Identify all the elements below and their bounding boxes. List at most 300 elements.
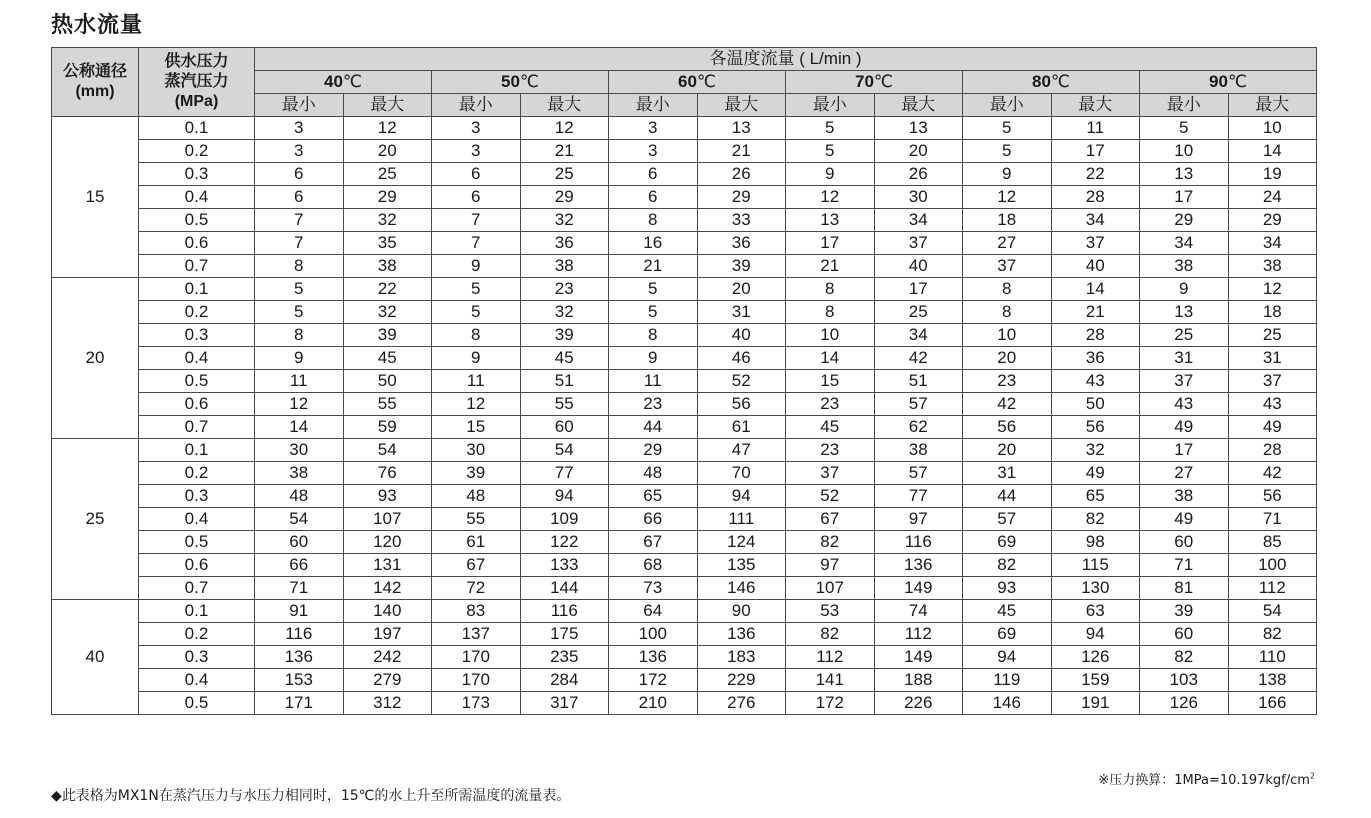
- min-flow-cell: 6: [609, 186, 698, 209]
- min-flow-cell: 8: [963, 301, 1052, 324]
- min-flow-cell: 82: [786, 623, 875, 646]
- min-flow-cell: 3: [432, 140, 521, 163]
- min-flow-cell: 39: [1140, 600, 1229, 623]
- max-flow-cell: 38: [874, 439, 963, 462]
- max-flow-cell: 34: [874, 209, 963, 232]
- max-flow-cell: 70: [697, 462, 786, 485]
- min-flow-cell: 68: [609, 554, 698, 577]
- min-flow-cell: 9: [432, 347, 521, 370]
- min-header: 最小: [786, 94, 875, 117]
- table-row: [52, 163, 1317, 186]
- max-flow-cell: 242: [343, 646, 432, 669]
- max-flow-cell: 94: [520, 485, 609, 508]
- max-flow-cell: 312: [343, 692, 432, 715]
- min-flow-cell: 141: [786, 669, 875, 692]
- min-flow-cell: 21: [786, 255, 875, 278]
- min-flow-cell: 67: [609, 531, 698, 554]
- steam-pressure-label: 蒸汽压力: [164, 73, 229, 90]
- temperature-value: 80: [1031, 72, 1051, 91]
- temperature-unit: ℃: [696, 72, 716, 91]
- max-flow-cell: 21: [697, 140, 786, 163]
- min-flow-cell: 6: [609, 163, 698, 186]
- min-flow-cell: 38: [1140, 255, 1229, 278]
- max-flow-cell: 40: [697, 324, 786, 347]
- max-flow-cell: 59: [343, 416, 432, 439]
- pressure-cell: 0.3: [139, 324, 255, 347]
- min-flow-cell: 34: [1140, 232, 1229, 255]
- table-row: [52, 508, 1317, 531]
- max-flow-cell: 45: [520, 347, 609, 370]
- table-row: [52, 278, 1317, 301]
- min-flow-cell: 136: [609, 646, 698, 669]
- max-flow-cell: 93: [343, 485, 432, 508]
- table-row: [52, 416, 1317, 439]
- min-flow-cell: 5: [786, 140, 875, 163]
- max-flow-cell: 183: [697, 646, 786, 669]
- max-flow-cell: 284: [520, 669, 609, 692]
- min-flow-cell: 23: [786, 393, 875, 416]
- min-flow-cell: 5: [963, 140, 1052, 163]
- min-flow-cell: 11: [432, 370, 521, 393]
- max-flow-cell: 21: [1051, 301, 1140, 324]
- max-flow-cell: 51: [520, 370, 609, 393]
- max-flow-cell: 32: [343, 301, 432, 324]
- pressure-cell: 0.5: [139, 692, 255, 715]
- water-pressure-label: 供水压力: [164, 53, 229, 70]
- table-description-note: ◆此表格为MX1N在蒸汽压力与水压力相同时，15℃的水上升至所需温度的流量表。: [51, 788, 571, 804]
- max-flow-cell: 144: [520, 577, 609, 600]
- min-flow-cell: 56: [963, 416, 1052, 439]
- max-flow-cell: 100: [1228, 554, 1317, 577]
- max-flow-cell: 130: [1051, 577, 1140, 600]
- temperature-value: 50: [500, 72, 520, 91]
- max-flow-cell: 54: [520, 439, 609, 462]
- max-flow-cell: 12: [520, 117, 609, 140]
- table-row: [52, 439, 1317, 462]
- max-flow-cell: 90: [697, 600, 786, 623]
- max-flow-cell: 131: [343, 554, 432, 577]
- min-flow-cell: 31: [963, 462, 1052, 485]
- max-flow-cell: 36: [1051, 347, 1140, 370]
- max-flow-cell: 40: [1051, 255, 1140, 278]
- min-flow-cell: 12: [786, 186, 875, 209]
- min-flow-cell: 37: [963, 255, 1052, 278]
- min-flow-cell: 15: [432, 416, 521, 439]
- nominal-diameter-header: [52, 48, 139, 117]
- pressure-cell: 0.6: [139, 554, 255, 577]
- min-flow-cell: 8: [432, 324, 521, 347]
- min-flow-cell: 82: [1140, 646, 1229, 669]
- max-flow-cell: 10: [1228, 117, 1317, 140]
- min-flow-cell: 29: [609, 439, 698, 462]
- pressure-cell: 0.2: [139, 462, 255, 485]
- min-flow-cell: 66: [255, 554, 344, 577]
- max-flow-cell: 120: [343, 531, 432, 554]
- max-flow-cell: 110: [1228, 646, 1317, 669]
- min-flow-cell: 67: [786, 508, 875, 531]
- min-flow-cell: 44: [609, 416, 698, 439]
- min-flow-cell: 91: [255, 600, 344, 623]
- max-flow-cell: 25: [1228, 324, 1317, 347]
- pressure-cell: 0.7: [139, 255, 255, 278]
- max-flow-cell: 37: [1228, 370, 1317, 393]
- pressure-cell: 0.1: [139, 117, 255, 140]
- min-flow-cell: 136: [255, 646, 344, 669]
- max-flow-cell: 39: [520, 324, 609, 347]
- min-flow-cell: 44: [963, 485, 1052, 508]
- min-flow-cell: 45: [963, 600, 1052, 623]
- table-row: [52, 485, 1317, 508]
- max-flow-cell: 57: [874, 393, 963, 416]
- min-flow-cell: 5: [609, 301, 698, 324]
- min-flow-cell: 30: [432, 439, 521, 462]
- pressure-conversion-text: ※压力换算：1MPa=10.197kgf/cm: [1098, 773, 1310, 788]
- max-flow-cell: 82: [1228, 623, 1317, 646]
- min-flow-cell: 53: [786, 600, 875, 623]
- min-flow-cell: 64: [609, 600, 698, 623]
- max-flow-cell: 112: [1228, 577, 1317, 600]
- max-flow-cell: 42: [874, 347, 963, 370]
- min-flow-cell: 69: [963, 531, 1052, 554]
- min-flow-cell: 6: [255, 163, 344, 186]
- min-flow-cell: 82: [963, 554, 1052, 577]
- max-flow-cell: 85: [1228, 531, 1317, 554]
- max-flow-cell: 98: [1051, 531, 1140, 554]
- min-flow-cell: 7: [432, 209, 521, 232]
- max-flow-cell: 34: [874, 324, 963, 347]
- max-flow-cell: 107: [343, 508, 432, 531]
- max-flow-cell: 38: [520, 255, 609, 278]
- max-flow-cell: 77: [520, 462, 609, 485]
- max-flow-cell: 276: [697, 692, 786, 715]
- table-row: [52, 232, 1317, 255]
- min-flow-cell: 5: [963, 117, 1052, 140]
- max-flow-cell: 191: [1051, 692, 1140, 715]
- temperature-unit: ℃: [1050, 72, 1070, 91]
- temperature-header: [786, 71, 963, 94]
- min-flow-cell: 16: [609, 232, 698, 255]
- min-flow-cell: 94: [963, 646, 1052, 669]
- min-flow-cell: 71: [1140, 554, 1229, 577]
- min-flow-cell: 42: [963, 393, 1052, 416]
- min-flow-cell: 3: [255, 117, 344, 140]
- table-row: [52, 140, 1317, 163]
- max-flow-cell: 42: [1228, 462, 1317, 485]
- max-flow-cell: 226: [874, 692, 963, 715]
- temperature-value: 40: [323, 72, 343, 91]
- max-flow-cell: 136: [697, 623, 786, 646]
- min-flow-cell: 43: [1140, 393, 1229, 416]
- min-flow-cell: 116: [255, 623, 344, 646]
- min-flow-cell: 9: [963, 163, 1052, 186]
- min-flow-cell: 112: [786, 646, 875, 669]
- min-flow-cell: 57: [963, 508, 1052, 531]
- max-flow-cell: 11: [1051, 117, 1140, 140]
- min-flow-cell: 137: [432, 623, 521, 646]
- max-flow-cell: 47: [697, 439, 786, 462]
- max-flow-cell: 65: [1051, 485, 1140, 508]
- max-flow-cell: 21: [520, 140, 609, 163]
- min-flow-cell: 172: [786, 692, 875, 715]
- max-flow-cell: 25: [520, 163, 609, 186]
- pressure-header: [139, 48, 255, 117]
- max-flow-cell: 17: [874, 278, 963, 301]
- min-flow-cell: 60: [1140, 531, 1229, 554]
- max-flow-cell: 146: [697, 577, 786, 600]
- max-flow-cell: 13: [874, 117, 963, 140]
- min-flow-cell: 69: [963, 623, 1052, 646]
- max-flow-cell: 43: [1051, 370, 1140, 393]
- min-flow-cell: 73: [609, 577, 698, 600]
- min-flow-cell: 6: [432, 186, 521, 209]
- max-flow-cell: 122: [520, 531, 609, 554]
- pressure-conversion-superscript: 2: [1309, 771, 1315, 781]
- min-flow-cell: 15: [786, 370, 875, 393]
- min-flow-cell: 7: [255, 209, 344, 232]
- max-flow-cell: 43: [1228, 393, 1317, 416]
- min-flow-cell: 210: [609, 692, 698, 715]
- table-row: [52, 531, 1317, 554]
- max-flow-cell: 32: [520, 209, 609, 232]
- max-flow-cell: 14: [1228, 140, 1317, 163]
- min-flow-cell: 12: [963, 186, 1052, 209]
- max-flow-cell: 49: [1051, 462, 1140, 485]
- min-flow-cell: 7: [432, 232, 521, 255]
- pressure-conversion-note: [1098, 769, 1315, 788]
- min-flow-cell: 13: [1140, 163, 1229, 186]
- min-flow-cell: 23: [609, 393, 698, 416]
- min-flow-cell: 49: [1140, 508, 1229, 531]
- min-flow-cell: 23: [963, 370, 1052, 393]
- min-flow-cell: 38: [255, 462, 344, 485]
- max-flow-cell: 56: [697, 393, 786, 416]
- min-flow-cell: 5: [255, 278, 344, 301]
- max-flow-cell: 13: [697, 117, 786, 140]
- nominal-diameter-unit: (mm): [75, 83, 115, 100]
- max-flow-cell: 57: [874, 462, 963, 485]
- max-flow-cell: 34: [1051, 209, 1140, 232]
- max-flow-cell: 39: [697, 255, 786, 278]
- max-flow-cell: 22: [343, 278, 432, 301]
- min-header: 最小: [255, 94, 344, 117]
- table-row: [52, 600, 1317, 623]
- pressure-cell: 0.7: [139, 416, 255, 439]
- nominal-size-cell: 20: [52, 278, 139, 439]
- max-flow-cell: 50: [1051, 393, 1140, 416]
- max-flow-cell: 82: [1051, 508, 1140, 531]
- max-flow-cell: 29: [520, 186, 609, 209]
- max-flow-cell: 52: [697, 370, 786, 393]
- min-flow-cell: 29: [1140, 209, 1229, 232]
- min-flow-cell: 65: [609, 485, 698, 508]
- table-row: [52, 209, 1317, 232]
- min-flow-cell: 60: [1140, 623, 1229, 646]
- max-flow-cell: 38: [343, 255, 432, 278]
- min-flow-cell: 119: [963, 669, 1052, 692]
- min-flow-cell: 71: [255, 577, 344, 600]
- table-row: [52, 393, 1317, 416]
- temperature-header: [1140, 71, 1317, 94]
- min-flow-cell: 17: [1140, 439, 1229, 462]
- min-flow-cell: 18: [963, 209, 1052, 232]
- table-row: [52, 554, 1317, 577]
- max-flow-cell: 109: [520, 508, 609, 531]
- min-flow-cell: 17: [1140, 186, 1229, 209]
- table-row: [52, 370, 1317, 393]
- min-flow-cell: 9: [255, 347, 344, 370]
- min-flow-cell: 13: [786, 209, 875, 232]
- min-flow-cell: 27: [963, 232, 1052, 255]
- max-flow-cell: 12: [1228, 278, 1317, 301]
- max-flow-cell: 76: [343, 462, 432, 485]
- max-flow-cell: 142: [343, 577, 432, 600]
- max-header: 最大: [874, 94, 963, 117]
- min-flow-cell: 52: [786, 485, 875, 508]
- max-flow-cell: 55: [343, 393, 432, 416]
- min-flow-cell: 3: [609, 140, 698, 163]
- min-flow-cell: 12: [255, 393, 344, 416]
- min-flow-cell: 6: [255, 186, 344, 209]
- max-flow-cell: 197: [343, 623, 432, 646]
- min-flow-cell: 9: [1140, 278, 1229, 301]
- min-flow-cell: 14: [786, 347, 875, 370]
- temperature-header: [963, 71, 1140, 94]
- max-flow-cell: 112: [874, 623, 963, 646]
- max-flow-cell: 46: [697, 347, 786, 370]
- max-flow-cell: 36: [697, 232, 786, 255]
- min-flow-cell: 37: [786, 462, 875, 485]
- min-flow-cell: 14: [255, 416, 344, 439]
- min-flow-cell: 170: [432, 646, 521, 669]
- max-flow-cell: 94: [1051, 623, 1140, 646]
- max-flow-cell: 188: [874, 669, 963, 692]
- min-flow-cell: 5: [432, 278, 521, 301]
- pressure-cell: 0.1: [139, 439, 255, 462]
- nominal-size-cell: 40: [52, 600, 139, 715]
- max-flow-cell: 28: [1051, 324, 1140, 347]
- pressure-unit: (MPa): [174, 93, 219, 110]
- min-flow-cell: 20: [963, 439, 1052, 462]
- max-flow-cell: 62: [874, 416, 963, 439]
- max-flow-cell: 317: [520, 692, 609, 715]
- max-flow-cell: 74: [874, 600, 963, 623]
- min-flow-cell: 3: [255, 140, 344, 163]
- max-flow-cell: 54: [343, 439, 432, 462]
- min-flow-cell: 3: [432, 117, 521, 140]
- max-flow-cell: 17: [1051, 140, 1140, 163]
- min-flow-cell: 5: [786, 117, 875, 140]
- max-flow-cell: 45: [343, 347, 432, 370]
- min-header: 最小: [432, 94, 521, 117]
- hot-water-flow-table: [51, 47, 1317, 715]
- pressure-cell: 0.6: [139, 232, 255, 255]
- min-flow-cell: 72: [432, 577, 521, 600]
- max-flow-cell: 18: [1228, 301, 1317, 324]
- table-row: [52, 646, 1317, 669]
- max-flow-cell: 30: [874, 186, 963, 209]
- pressure-cell: 0.5: [139, 531, 255, 554]
- pressure-cell: 0.5: [139, 209, 255, 232]
- table-row: [52, 692, 1317, 715]
- min-flow-cell: 9: [786, 163, 875, 186]
- max-header: 最大: [1051, 94, 1140, 117]
- max-flow-cell: 115: [1051, 554, 1140, 577]
- max-flow-cell: 31: [697, 301, 786, 324]
- max-flow-cell: 29: [343, 186, 432, 209]
- nominal-diameter-label: 公称通径: [62, 63, 127, 80]
- min-flow-cell: 146: [963, 692, 1052, 715]
- max-header: 最大: [697, 94, 786, 117]
- max-flow-cell: 60: [520, 416, 609, 439]
- table-row: [52, 669, 1317, 692]
- max-flow-cell: 77: [874, 485, 963, 508]
- nominal-size-cell: 25: [52, 439, 139, 600]
- pressure-cell: 0.7: [139, 577, 255, 600]
- max-header: 最大: [1228, 94, 1317, 117]
- temperature-unit: ℃: [1227, 72, 1248, 91]
- max-flow-cell: 63: [1051, 600, 1140, 623]
- min-flow-cell: 171: [255, 692, 344, 715]
- table-row: [52, 347, 1317, 370]
- min-flow-cell: 5: [255, 301, 344, 324]
- min-flow-cell: 60: [255, 531, 344, 554]
- pressure-cell: 0.2: [139, 623, 255, 646]
- max-flow-cell: 133: [520, 554, 609, 577]
- max-flow-cell: 31: [1228, 347, 1317, 370]
- max-flow-cell: 61: [697, 416, 786, 439]
- max-flow-cell: 149: [874, 577, 963, 600]
- min-flow-cell: 8: [255, 324, 344, 347]
- max-flow-cell: 175: [520, 623, 609, 646]
- min-flow-cell: 103: [1140, 669, 1229, 692]
- pressure-cell: 0.3: [139, 485, 255, 508]
- max-flow-cell: 34: [1228, 232, 1317, 255]
- table-row: [52, 255, 1317, 278]
- temperature-value: 70: [854, 72, 874, 91]
- temperature-unit: ℃: [342, 72, 362, 91]
- table-row: [52, 577, 1317, 600]
- min-flow-cell: 5: [609, 278, 698, 301]
- max-flow-cell: 37: [874, 232, 963, 255]
- max-flow-cell: 33: [697, 209, 786, 232]
- min-flow-cell: 126: [1140, 692, 1229, 715]
- min-flow-cell: 3: [609, 117, 698, 140]
- max-flow-cell: 116: [874, 531, 963, 554]
- min-header: 最小: [1140, 94, 1229, 117]
- pressure-cell: 0.4: [139, 347, 255, 370]
- table-row: [52, 324, 1317, 347]
- nominal-size-cell: 15: [52, 117, 139, 278]
- min-flow-cell: 97: [786, 554, 875, 577]
- max-flow-cell: 32: [1051, 439, 1140, 462]
- min-flow-cell: 61: [432, 531, 521, 554]
- max-flow-cell: 235: [520, 646, 609, 669]
- pressure-cell: 0.2: [139, 140, 255, 163]
- max-flow-cell: 39: [343, 324, 432, 347]
- pressure-cell: 0.4: [139, 669, 255, 692]
- temperature-value: 60: [677, 72, 697, 91]
- min-flow-cell: 48: [255, 485, 344, 508]
- temperature-unit: ℃: [873, 72, 893, 91]
- max-flow-cell: 71: [1228, 508, 1317, 531]
- temperature-unit: ℃: [519, 72, 539, 91]
- max-flow-cell: 22: [1051, 163, 1140, 186]
- temperature-header: [255, 71, 432, 94]
- min-flow-cell: 11: [609, 370, 698, 393]
- max-flow-cell: 20: [697, 278, 786, 301]
- max-flow-cell: 23: [520, 278, 609, 301]
- min-flow-cell: 93: [963, 577, 1052, 600]
